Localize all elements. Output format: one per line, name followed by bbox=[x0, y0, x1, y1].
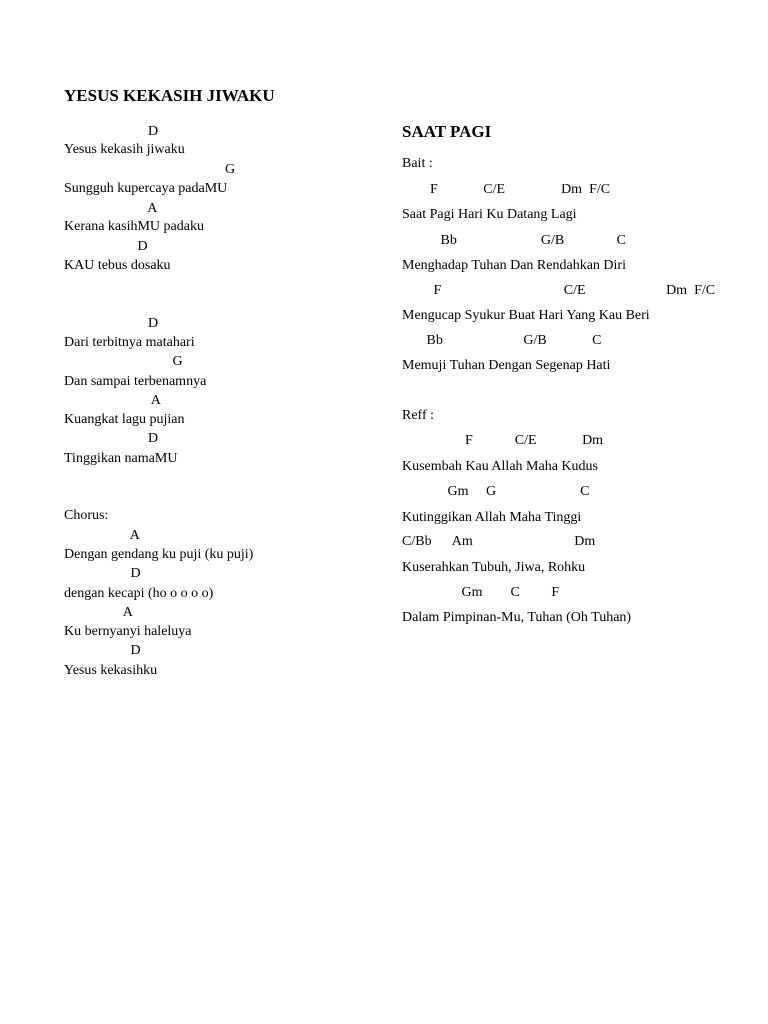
chord-line: Bb G/B C bbox=[402, 233, 627, 248]
chord-line: D bbox=[64, 643, 141, 658]
lyric-line: Kusembah Kau Allah Maha Kudus bbox=[402, 459, 598, 474]
lyric-line: dengan kecapi (ho o o o o) bbox=[64, 586, 214, 601]
chord-line: Bb G/B C bbox=[402, 333, 602, 348]
chord-line: D bbox=[64, 239, 148, 254]
lyric-line: KAU tebus dosaku bbox=[64, 258, 171, 273]
chord-line: A bbox=[64, 605, 133, 620]
chord-line: F C/E Dm bbox=[402, 433, 604, 448]
chord-line: D bbox=[64, 566, 141, 581]
lyric-line: Yesus kekasih jiwaku bbox=[64, 142, 185, 157]
lyric-line: Dan sampai terbenamnya bbox=[64, 374, 207, 389]
lyric-line: Kerana kasihMU padaku bbox=[64, 219, 204, 234]
chord-line: G bbox=[64, 162, 236, 177]
chord-line: G bbox=[64, 354, 183, 369]
chord-line: A bbox=[64, 393, 161, 408]
lyric-line: Sungguh kupercaya padaMU bbox=[64, 181, 228, 196]
lyric-line: Kuserahkan Tubuh, Jiwa, Rohku bbox=[402, 560, 586, 575]
chord-line: D bbox=[64, 316, 159, 331]
chord-line: A bbox=[64, 528, 140, 543]
chord-line: Gm C F bbox=[402, 585, 560, 600]
lyric-line: Memuji Tuhan Dengan Segenap Hati bbox=[402, 358, 611, 373]
lyric-line: Tinggikan namaMU bbox=[64, 451, 178, 466]
chord-line: Gm G C bbox=[402, 484, 590, 499]
lyric-line: Menghadap Tuhan Dan Rendahkan Diri bbox=[402, 258, 626, 273]
chord-line: F C/E Dm F/C bbox=[402, 182, 611, 197]
lyric-line: Yesus kekasihku bbox=[64, 663, 158, 678]
song-title: SAAT PAGI bbox=[402, 122, 492, 141]
lyric-line: Dengan gendang ku puji (ku puji) bbox=[64, 547, 254, 562]
lyric-line: Kuangkat lagu pujian bbox=[64, 412, 185, 427]
chord-line: A bbox=[64, 201, 158, 216]
chord-line: D bbox=[64, 124, 159, 139]
section-label-reff: Reff : bbox=[402, 408, 435, 423]
chord-line: C/Bb Am Dm bbox=[402, 534, 596, 549]
section-label-bait: Bait : bbox=[402, 156, 433, 171]
lyric-line: Saat Pagi Hari Ku Datang Lagi bbox=[402, 207, 577, 222]
lyric-line: Dalam Pimpinan-Mu, Tuhan (Oh Tuhan) bbox=[402, 610, 632, 625]
lyric-line: Dari terbitnya matahari bbox=[64, 335, 195, 350]
song-title: YESUS KEKASIH JIWAKU bbox=[64, 86, 275, 105]
lyric-line: Kutinggikan Allah Maha Tinggi bbox=[402, 510, 582, 525]
section-label-chorus: Chorus: bbox=[64, 508, 109, 523]
chord-line: F C/E Dm F/C bbox=[402, 283, 716, 298]
lyric-line: Mengucap Syukur Buat Hari Yang Kau Beri bbox=[402, 308, 650, 323]
chord-line: D bbox=[64, 431, 159, 446]
lyric-line: Ku bernyanyi haleluya bbox=[64, 624, 192, 639]
